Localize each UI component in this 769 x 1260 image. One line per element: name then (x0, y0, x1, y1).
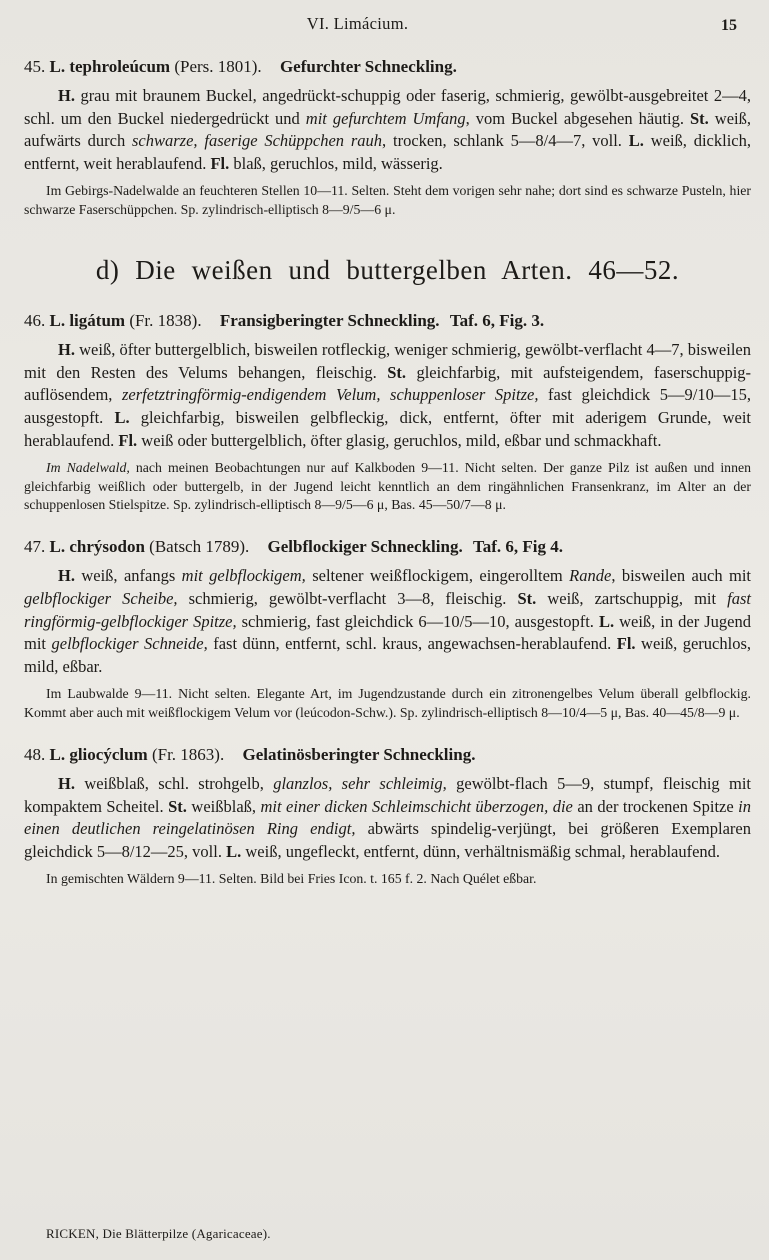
species-authority: (Batsch 1789). (149, 537, 250, 557)
species-description: H. weiß, anfangs mit gelbflockigem, seltener weißflockigem, eingerolltem Rande, bisweilen auch mit gelbflockiger Scheibe, schmierig, gewölbt-verflacht 3—8, fleischig. St. weiß, zartschuppig, mit fast ringförmig-gelbflockiger Spitze, schmierig, fast gleichdick 6—10/5—10, ausgestopft. L. weiß, in der Jugend mit gelbflockiger Schneide, fast dünn, entfernt, schl. kraus, angewachsen-herablaufend. Fl. weiß, geruchlos, mild, eßbar. (24, 566, 752, 676)
species-common-name: Gelatinösberingter Schneckling. (242, 745, 476, 764)
species-latin-name: L. ligátum (49, 311, 126, 331)
running-head (24, 14, 751, 40)
species-number: 45. (24, 57, 46, 76)
book-signature-line: RICKEN, Die Blätterpilze (Agaricaceae). (46, 1226, 271, 1241)
habitat-note: Im Laubwalde 9—11. Nicht selten. Elegante Art, im Jugendzustande durch ein zitronengelbes Velum überall gelbflockig. Kommt aber auch mit weißflockigem Velum vor (leúcodon-Schw.). Sp. zylindrisch-elliptisch 8—10/4—5 μ, Bas. 40—45/8—9 μ. (24, 686, 751, 720)
species-entry (24, 56, 751, 219)
species-authority: (Pers. 1801). (174, 57, 262, 76)
species-number: 46. (24, 311, 46, 331)
species-entry (24, 744, 751, 889)
species-heading (24, 744, 751, 766)
species-entry (24, 310, 751, 514)
species-heading (24, 310, 751, 332)
running-title: VI. Limácium. (306, 14, 409, 33)
species-latin-name: L. chrýsodon (49, 537, 145, 557)
species-plate-ref: Taf. 6, Fig. 3. (449, 311, 545, 331)
species-authority: (Fr. 1863). (151, 745, 225, 764)
section-heading: d) Die weißen und buttergelben Arten. 46—52. (95, 255, 680, 286)
species-heading (24, 536, 751, 558)
species-heading (24, 56, 751, 78)
habitat-note: Im Gebirgs-Nadelwalde an feuchteren Stellen 10—11. Selten. Steht dem vorigen sehr nahe; dort sind es schwarze Pusteln, hier schwarze Faserschüppchen. Sp. zylindrisch-elliptisch 8—9/5—6 μ. (24, 183, 751, 217)
species-number: 48. (24, 745, 46, 764)
species-plate-ref: Taf. 6, Fig 4. (472, 537, 564, 557)
page-number: 15 (721, 17, 737, 34)
species-authority: (Fr. 1838). (129, 311, 202, 331)
species-entry (24, 536, 751, 722)
species-number: 47. (24, 537, 46, 557)
species-description: H. grau mit braunem Buckel, angedrückt-schuppig oder faserig, schmierig, gewölbt-ausgebreitet 2—4, schl. um den Buckel niedergedrückt und mit gefurchtem Umfang, vom Buckel abgesehen häutig. St. weiß, aufwärts durch schwarze, faserige Schüppchen rauh, trocken, schlank 5—8/4—7, voll. L. weiß, dicklich, entfernt, weit herablaufend. Fl. blaß, geruchlos, mild, wässerig. (24, 86, 751, 173)
species-description: H. weißblaß, schl. strohgelb, glanzlos, sehr schleimig, gewölbt-flach 5—9, stumpf, fleischig mit kompaktem Scheitel. St. weißblaß, mit einer dicken Schleimschicht überzogen, die an der trockenen Spitze in einen deutlichen reingelatinösen Ring endigt, abwärts spindelig-verjüngt, bei größeren Exemplaren gleichdick 5—8/12—25, voll. L. weiß, ungefleckt, entfernt, dünn, verhältnismäßig schmal, herablaufend. (24, 774, 752, 861)
species-latin-name: L. tephroleúcum (49, 57, 171, 76)
species-common-name: Gefurchter Schneckling. (279, 57, 457, 76)
habitat-note: In gemischten Wäldern 9—11. Selten. Bild bei Fries Icon. t. 165 f. 2. Nach Quélet eßbar. (46, 871, 537, 887)
species-latin-name: L. gliocýclum (49, 745, 148, 764)
species-common-name: Gelbflockiger Schneckling. (267, 537, 463, 557)
species-common-name: Fransigberingter Schneckling. (219, 311, 440, 331)
species-description: H. weiß, öfter buttergelblich, bisweilen rotfleckig, weniger schmierig, gewölbt-verflacht 4—7, bisweilen mit den Resten des Velums behangen, fleischig. St. gleichfarbig, mit aufsteigendem, faserschuppig-auflösendem, zerfetztringförmig-endigendem Velum, schuppenloser Spitze, fast gleichdick 5—9/10—15, ausgestopft. L. gleichfarbig, bisweilen gelbfleckig, dick, entfernt, öfter mit aderigem Grunde, weit herablaufend. Fl. weiß oder buttergelblich, öfter glasig, geruchlos, mild, eßbar und schmackhaft. (24, 340, 752, 450)
habitat-note: Im Nadelwald, nach meinen Beobachtungen nur auf Kalkboden 9—11. Nicht selten. Der ganze Pilz ist außen und innen gleichfarbig weißlich oder buttergelb, in der Jugend leicht kenntlich an dem ringähnlichen Fransenkranz, im Alter an der schuppenlosen Stielspitze. Sp. zylindrisch-elliptisch 8—9/5—6 μ, Bas. 45—50/7—8 μ. (24, 460, 752, 512)
